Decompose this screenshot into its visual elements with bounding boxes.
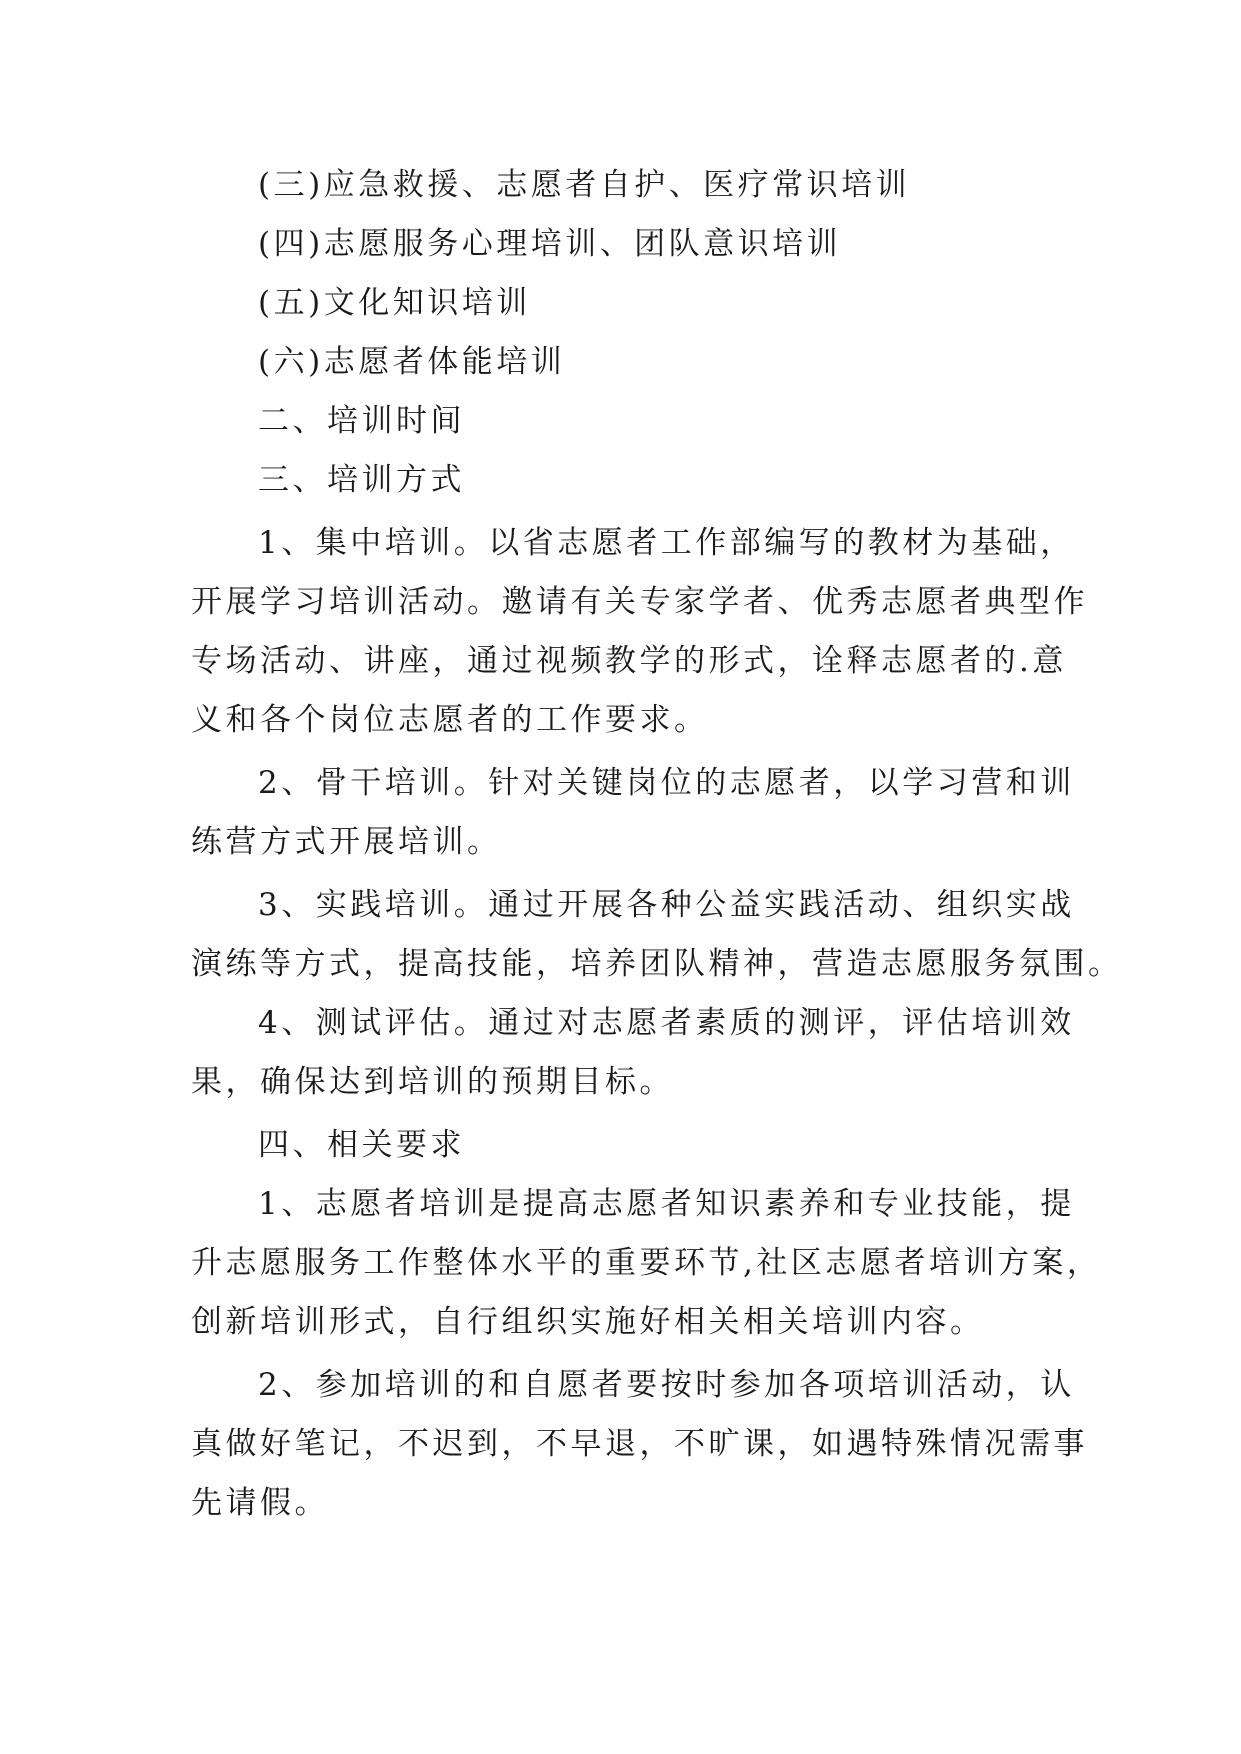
paragraph-line: 2、参加培训的和自愿者要按时参加各项培训活动，认 bbox=[258, 1367, 1075, 1403]
paragraph-line: 果，确保达到培训的预期目标。 bbox=[191, 1064, 674, 1100]
section-heading-requirements: 四、相关要求 bbox=[258, 1127, 465, 1163]
paragraph-line: 专场活动、讲座，通过视频教学的形式，诠释志愿者的.意 bbox=[191, 643, 1067, 679]
list-item-fitness-training: (六)志愿者体能培训 bbox=[258, 344, 566, 380]
paragraph-line: 真做好笔记，不迟到，不早退，不旷课，如遇特殊情况需事 bbox=[191, 1426, 1088, 1462]
paragraph-line: 开展学习培训活动。邀请有关专家学者、优秀志愿者典型作 bbox=[191, 584, 1088, 620]
list-item-emergency-training: (三)应急救援、志愿者自护、医疗常识培训 bbox=[258, 167, 911, 203]
paragraph-line: 升志愿服务工作整体水平的重要环节,社区志愿者培训方案， bbox=[191, 1245, 1102, 1281]
paragraph-line: 3、实践培训。通过开展各种公益实践活动、组织实战 bbox=[258, 887, 1075, 923]
paragraph-line: 1、集中培训。以省志愿者工作部编写的教材为基础， bbox=[258, 525, 1075, 561]
paragraph-line: 1、志愿者培训是提高志愿者知识素养和专业技能，提 bbox=[258, 1186, 1075, 1222]
paragraph-line: 先请假。 bbox=[191, 1485, 329, 1521]
list-item-culture-training: (五)文化知识培训 bbox=[258, 285, 531, 321]
paragraph-line: 演练等方式，提高技能，培养团队精神，营造志愿服务氛围。 bbox=[191, 946, 1123, 982]
paragraph-line: 创新培训形式，自行组织实施好相关相关培训内容。 bbox=[191, 1304, 985, 1340]
list-item-psychology-training: (四)志愿服务心理培训、团队意识培训 bbox=[258, 226, 842, 262]
paragraph-line: 2、骨干培训。针对关键岗位的志愿者，以学习营和训 bbox=[258, 765, 1075, 801]
section-heading-training-time: 二、培训时间 bbox=[258, 403, 465, 439]
paragraph-line: 4、测试评估。通过对志愿者素质的测评，评估培训效 bbox=[258, 1005, 1075, 1041]
paragraph-line: 义和各个岗位志愿者的工作要求。 bbox=[191, 702, 709, 738]
paragraph-line: 练营方式开展培训。 bbox=[191, 824, 502, 860]
document-body bbox=[191, 156, 1123, 1533]
section-heading-training-method: 三、培训方式 bbox=[258, 462, 465, 498]
